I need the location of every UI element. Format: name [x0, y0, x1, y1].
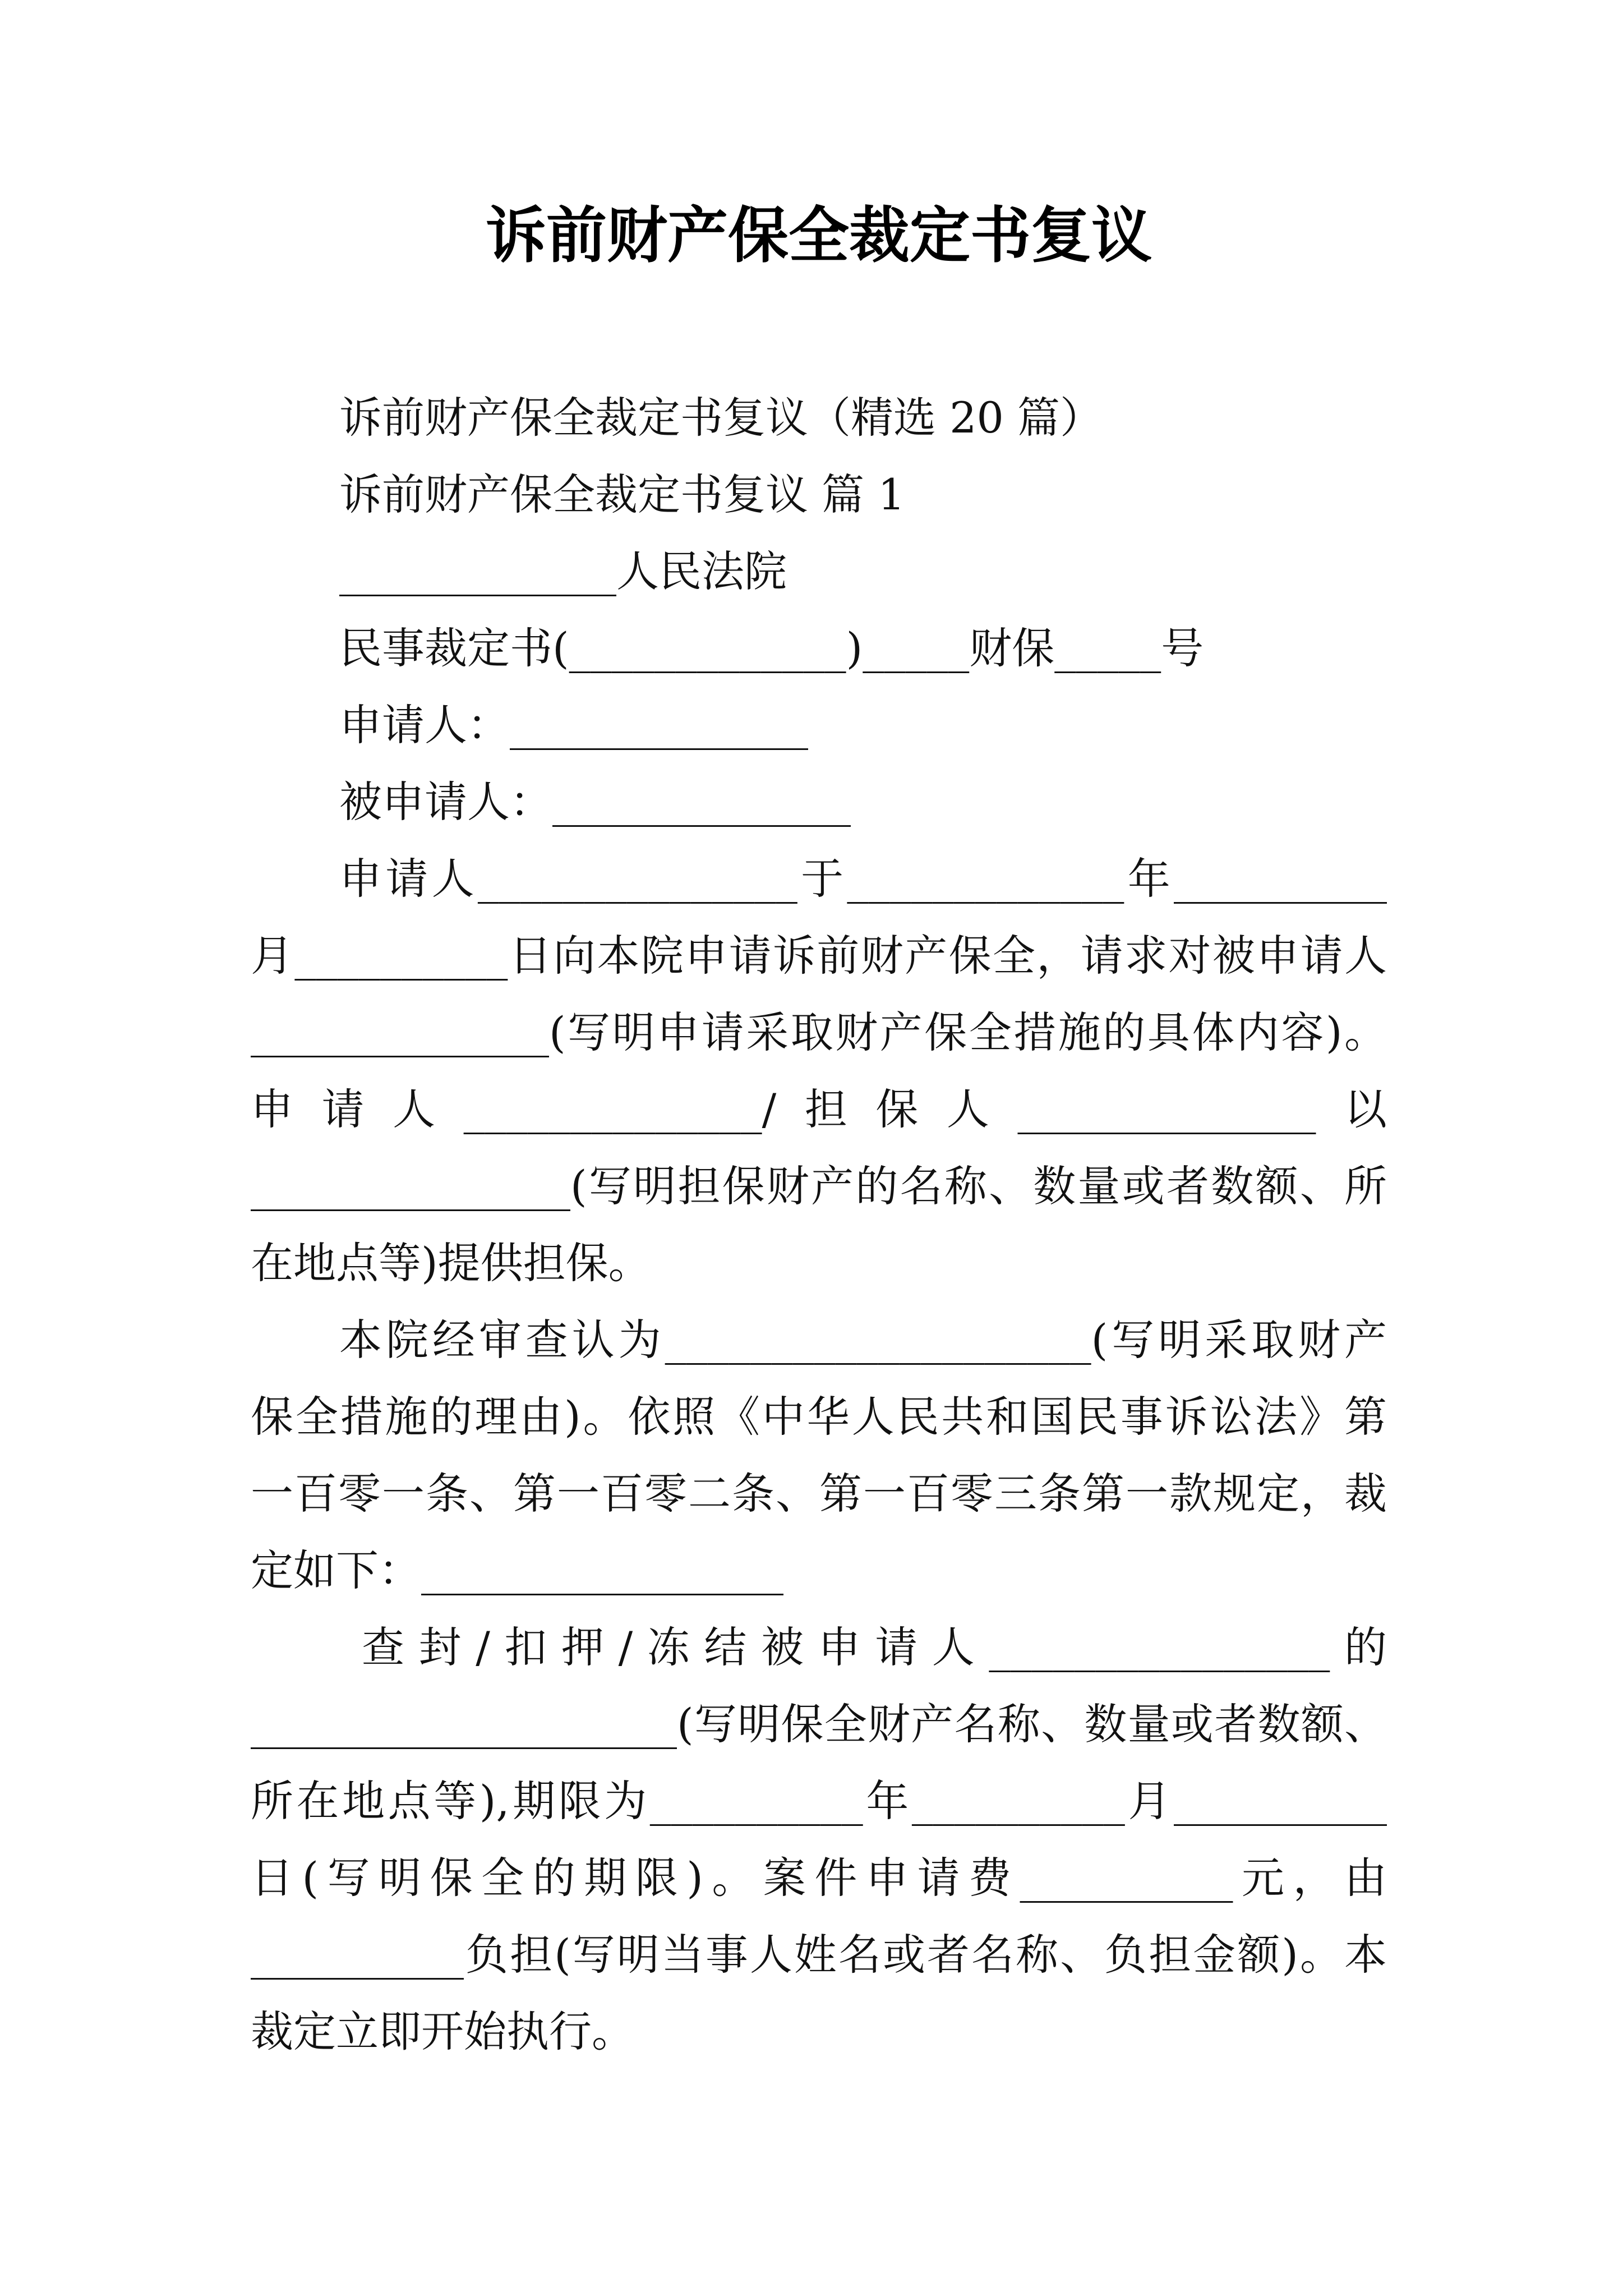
paragraph-line: _______________(写明担保财产的名称、数量或者数额、所 [251, 1161, 1387, 1211]
paragraph-line: 保全措施的理由)。依照《中华人民共和国民事诉讼法》第 [251, 1392, 1387, 1442]
paragraph-line: ____________________(写明保全财产名称、数量或者数额、 [251, 1699, 1387, 1749]
document-body [251, 379, 1387, 2070]
paragraph-line: 所在地点等),期限为__________年__________月__________ [251, 1776, 1387, 1826]
paragraph-ruling [251, 1609, 1387, 2070]
applicant-line: 申请人：______________ [339, 700, 808, 750]
paragraph-line: 日(写明保全的期限)。案件申请费__________元，由 [251, 1853, 1387, 1903]
ruling-number-line: 民事裁定书(_____________)_____财保_____号 [339, 623, 1204, 673]
paragraph-line: __________负担(写明当事人姓名或者名称、负担金额)。本 [251, 1930, 1387, 1980]
paragraph-line: 本院经审查认为____________________(写明采取财产 [339, 1315, 1387, 1365]
collection-heading: 诉前财产保全裁定书复议（精选 20 篇） [339, 393, 1103, 443]
document-title: 诉前财产保全裁定书复议 [485, 200, 1152, 271]
paragraph-line: 查封/扣押/冻结被申请人________________的 [362, 1622, 1387, 1672]
paragraph-line: 月__________日向本院申请诉前财产保全，请求对被申请人 [251, 931, 1387, 981]
respondent-line: 被申请人：______________ [339, 777, 851, 827]
intro-block [251, 379, 1387, 840]
paragraph-application [251, 840, 1387, 1301]
paragraph-line: 裁定立即开始执行。 [251, 2007, 634, 2056]
paragraph-line: 定如下：_________________ [251, 1545, 783, 1595]
paragraph-review [251, 1301, 1387, 1609]
court-name-line: _____________人民法院 [339, 546, 787, 596]
paragraph-line: 申请人______________/担保人______________以 [251, 1084, 1387, 1134]
paragraph-line: ______________(写明申请采取财产保全措施的具体内容)。 [251, 1007, 1387, 1057]
paragraph-line: 一百零一条、第一百零二条、第一百零三条第一款规定，裁 [251, 1469, 1387, 1519]
paragraph-line: 在地点等)提供担保。 [251, 1238, 651, 1288]
section-heading: 诉前财产保全裁定书复议 篇 1 [339, 470, 905, 519]
paragraph-line: 申请人_______________于_____________年__________ [339, 854, 1387, 904]
